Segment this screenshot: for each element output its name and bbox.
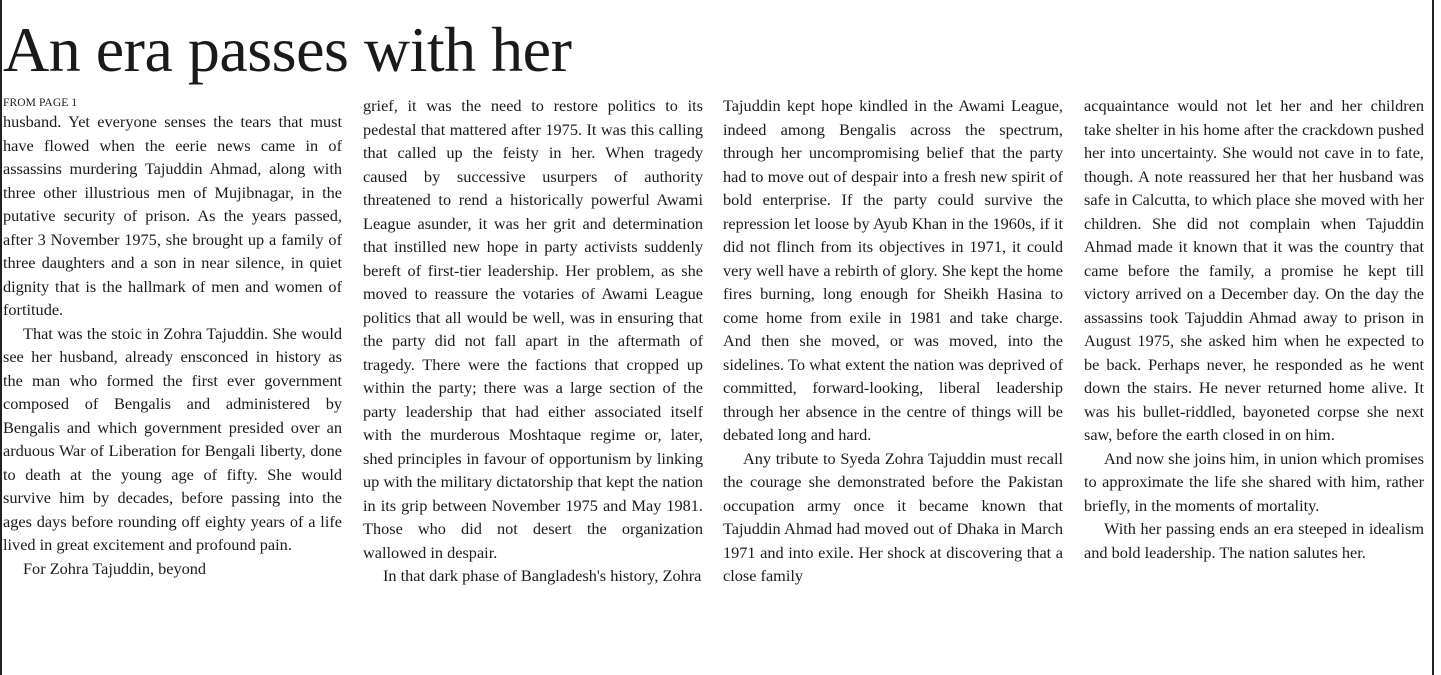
right-column-rule <box>1432 0 1434 675</box>
paragraph: husband. Yet everyone senses the tears that must have flowed when the eerie news came in of assassins murdering Tajuddin Ahmad, along with three other illustrious men of Mujibnagar, in the putative security of prison. As the years passed, after 3 November 1975, she brought up a family of three daughters and a son in near silence, in quiet dignity that is the hallmark of men and women of fortitude. <box>3 112 342 319</box>
paragraph: acquaintance would not let her and her children take shelter in his home after the crackdown pushed her into uncertainty. She would not cave in to fate, though. A note reassured her that her husband was safe in Calcutta, to which place she moved with her children. She did not complain when Tajuddin Ahmad made it known that it was the country that came before the family, a promise he kept till victory arrived on a December day. On the day the assassins took Tajuddin Ahmad away to prison in August 1975, she asked him when he expected to be back. Perhaps never, he responded as he went down the stairs. He never returned home alive. It was his bullet-riddled, bayoneted corpse she next saw, before the earth closed in on him. <box>1084 96 1424 444</box>
left-column-rule <box>0 0 2 675</box>
paragraph: For Zohra Tajuddin, beyond <box>23 558 207 578</box>
paragraph: Tajuddin kept hope kindled in the Awami League, indeed among Bengalis across the spectrum, through her uncompromising belief that the party had to move out of despair into a fresh new spirit of bold enterprise. If the party could survive the repression let loose by Ayub Khan in the 1960s, if it did not flinch from its objectives in 1971, it could very well have a rebirth of glory. She kept the home fires burning, long enough for Sheikh Hasina to come home from exile in 1981 and take charge. And then she moved, or was moved, into the sidelines. To what extent the nation was deprived of committed, forward-looking, liberal leadership through her absence in the centre of things will be debated long and hard. <box>723 96 1063 444</box>
article-column-4 <box>1084 94 1424 675</box>
continuation-kicker: FROM PAGE 1 <box>3 97 78 109</box>
article-column-3 <box>723 94 1063 675</box>
headline: An era passes with her <box>3 14 572 85</box>
paragraph: With her passing ends an era steeped in idealism and bold leadership. The nation salutes her. <box>1084 519 1424 562</box>
paragraph: Any tribute to Syeda Zohra Tajuddin must recall the courage she demonstrated before the Pakistan occupation army once it became known that Tajuddin Ahmad had moved out of Dhaka in March 1971 and into exile. Her shock at discovering that a close family <box>723 448 1063 585</box>
paragraph: That was the stoic in Zohra Tajuddin. She would see her husband, already ensconced in history as the man who formed the first ever government composed of Bengalis and administered by Bengalis and which government presided over an arduous War of Liberation for Bengali liberty, done to death at the young age of fifty. She would survive him by decades, before passing into the ages days before rounding off eighty years of a life lived in great excitement and profound pain. <box>3 323 342 554</box>
paragraph: grief, it was the need to restore politics to its pedestal that mattered after 1975. It was this calling that called up the feisty in her. When tragedy caused by successive usurpers of authority threatened to rend a historically powerful Awami League asunder, it was her grit and determination that instilled new hope in party activists suddenly bereft of first-tier leadership. Her problem, as she moved to reassure the votaries of Awami League politics that all would be well, was in ensuring that the party did not fall apart in the aftermath of tragedy. There were the factions that cropped up within the party; there was a large section of the party leadership that had either associated itself with the murderous Moshtaque regime or, later, shed principles in favour of opportunism by linking up with the military dictatorship that kept the nation in its grip between November 1975 and May 1981. Those who did not desert the organization wallowed in despair. <box>363 96 703 562</box>
paragraph: And now she joins him, in union which promises to approximate the life she shared with him, rather briefly, in the moments of mortality. <box>1084 448 1424 515</box>
article-column-2 <box>363 94 703 675</box>
article-column-1 <box>3 94 342 675</box>
paragraph: In that dark phase of Bangladesh's history, Zohra <box>383 566 702 585</box>
